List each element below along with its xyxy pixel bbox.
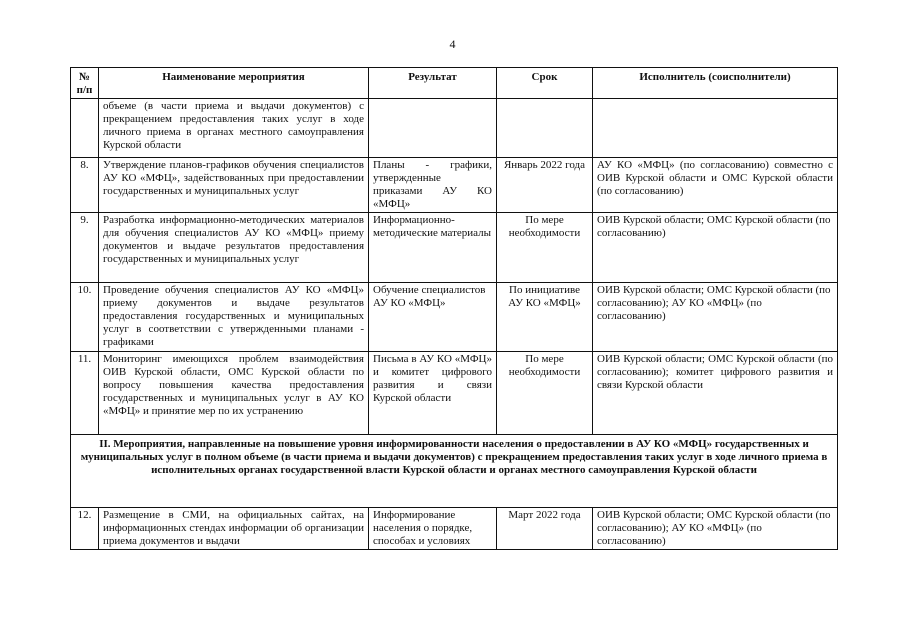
table-row — [71, 352, 838, 435]
cell-num: 11. — [71, 352, 99, 435]
cell-result: Письма в АУ КО «МФЦ» и комитет цифрового развития и связи Курской области — [369, 352, 497, 435]
section-row — [71, 435, 838, 508]
cell-num: 9. — [71, 213, 99, 283]
cell-executor: ОИВ Курской области; ОМС Курской области (по согласованию); комитет цифрового развития и связи Курской области — [593, 352, 838, 435]
table-row — [71, 508, 838, 550]
cell-term: Март 2022 года — [497, 508, 593, 550]
cell-result: Информирование населения о порядке, способах и условиях — [369, 508, 497, 550]
table-row — [71, 213, 838, 283]
cell-result: Информационно-методические материалы — [369, 213, 497, 283]
cell-name: Разработка информационно-методических материалов для обучения специалистов АУ КО «МФЦ» приему документов и выдаче результатов предоставления государственных и муниципальных услуг — [99, 213, 369, 283]
cell-term: Январь 2022 года — [497, 158, 593, 213]
cell-term: По мере необходимости — [497, 213, 593, 283]
cell-name: Размещение в СМИ, на официальных сайтах, на информационных стендах информации об организации приема документов и выдачи — [99, 508, 369, 550]
cell-num: 8. — [71, 158, 99, 213]
cell-num: 10. — [71, 283, 99, 352]
header-term: Срок — [497, 68, 593, 99]
cell-name: Проведение обучения специалистов АУ КО «МФЦ» приему документов и выдаче результатов предоставления государственных и муниципальных услуг в соответствии с утвержденными планами - графиками — [99, 283, 369, 352]
cell-term: По мере необходимости — [497, 352, 593, 435]
header-num: № п/п — [71, 68, 99, 99]
table-row — [71, 99, 838, 158]
cell-executor: ОИВ Курской области; ОМС Курской области (по согласованию) — [593, 213, 838, 283]
cell-executor — [593, 99, 838, 158]
header-executor: Исполнитель (соисполнители) — [593, 68, 838, 99]
cell-executor: ОИВ Курской области; ОМС Курской области (по согласованию); АУ КО «МФЦ» (по согласованию) — [593, 283, 838, 352]
cell-name: объеме (в части приема и выдачи документов) с прекращением предоставления таких услуг в ходе личного приема в органах местного самоуправления Курской области — [99, 99, 369, 158]
section-heading: II. Мероприятия, направленные на повышение уровня информированности населения о предоставлении в АУ КО «МФЦ» государственных и муниципальных услуг в полном объеме (в части приема и выдачи документов) с прекращением предоставления таких услуг в ходе личного приема в исполнительных органах государственной власти Курской области и органах местного самоуправления Курской области — [71, 435, 838, 508]
table-row — [71, 158, 838, 213]
table-header-row — [71, 68, 838, 99]
cell-executor: АУ КО «МФЦ» (по согласованию) совместно с ОИВ Курской области и ОМС Курской области (по согласованию) — [593, 158, 838, 213]
cell-name: Утверждение планов-графиков обучения специалистов АУ КО «МФЦ», задействованных при предоставлении государственных и муниципальных услуг — [99, 158, 369, 213]
cell-result: Планы - графики, утвержденные приказами АУ КО «МФЦ» — [369, 158, 497, 213]
cell-result: Обучение специалистов АУ КО «МФЦ» — [369, 283, 497, 352]
cell-name: Мониторинг имеющихся проблем взаимодействия ОИВ Курской области, ОМС Курской области по вопросу повышения качества предоставления государственных и муниципальных услуг в АУ КО «МФЦ» и принятие мер по их устранению — [99, 352, 369, 435]
page-number: 4 — [449, 37, 456, 51]
cell-term: По инициативе АУ КО «МФЦ» — [497, 283, 593, 352]
header-result: Результат — [369, 68, 497, 99]
cell-term — [497, 99, 593, 158]
cell-result — [369, 99, 497, 158]
header-name: Наименование мероприятия — [99, 68, 369, 99]
cell-num — [71, 99, 99, 158]
cell-executor: ОИВ Курской области; ОМС Курской области (по согласованию); АУ КО «МФЦ» (по согласованию) — [593, 508, 838, 550]
table-row — [71, 283, 838, 352]
cell-num: 12. — [71, 508, 99, 550]
action-plan-table — [70, 67, 838, 550]
